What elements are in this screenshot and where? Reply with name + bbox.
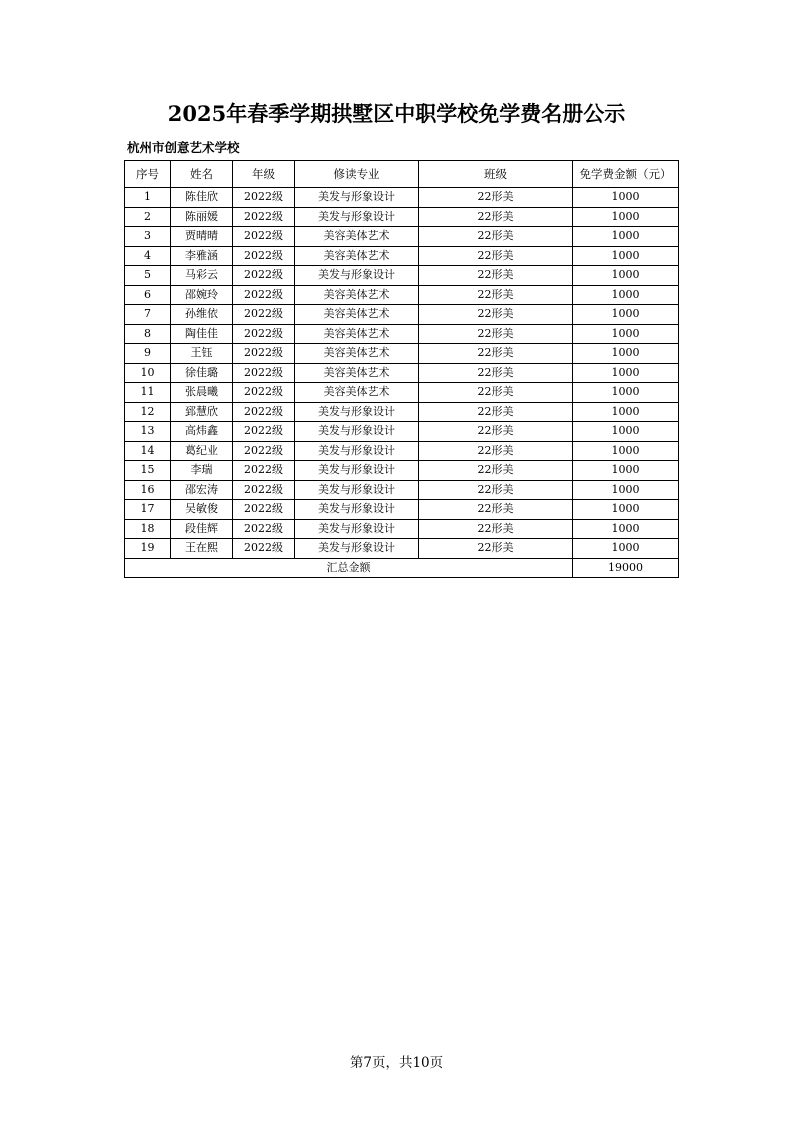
cell-grade: 2022级	[233, 441, 295, 461]
cell-name: 邵婉玲	[171, 285, 233, 305]
cell-name: 徐佳璐	[171, 363, 233, 383]
cell-class: 22形美	[419, 207, 573, 227]
cell-index: 8	[125, 324, 171, 344]
cell-index: 2	[125, 207, 171, 227]
cell-index: 13	[125, 422, 171, 442]
cell-grade: 2022级	[233, 188, 295, 208]
cell-name: 王在熙	[171, 539, 233, 559]
cell-name: 陈丽媛	[171, 207, 233, 227]
table-row	[125, 383, 679, 403]
cell-amount: 1000	[573, 539, 679, 559]
cell-grade: 2022级	[233, 344, 295, 364]
cell-class: 22形美	[419, 246, 573, 266]
cell-class: 22形美	[419, 227, 573, 247]
table-row	[125, 285, 679, 305]
total-label: 汇总金额	[125, 558, 573, 578]
cell-major: 美容美体艺术	[295, 285, 419, 305]
cell-grade: 2022级	[233, 500, 295, 520]
cell-major: 美容美体艺术	[295, 305, 419, 325]
cell-name: 贾晴晴	[171, 227, 233, 247]
school-name: 杭州市创意艺术学校	[127, 140, 240, 155]
cell-major: 美发与形象设计	[295, 480, 419, 500]
cell-class: 22形美	[419, 519, 573, 539]
table-row	[125, 363, 679, 383]
cell-amount: 1000	[573, 500, 679, 520]
cell-name: 陶佳佳	[171, 324, 233, 344]
table-row	[125, 441, 679, 461]
cell-grade: 2022级	[233, 422, 295, 442]
cell-index: 9	[125, 344, 171, 364]
cell-index: 7	[125, 305, 171, 325]
cell-class: 22形美	[419, 266, 573, 286]
table-row	[125, 207, 679, 227]
cell-grade: 2022级	[233, 246, 295, 266]
cell-amount: 1000	[573, 461, 679, 481]
cell-major: 美容美体艺术	[295, 227, 419, 247]
table-row	[125, 422, 679, 442]
cell-grade: 2022级	[233, 324, 295, 344]
table-row	[125, 305, 679, 325]
cell-major: 美容美体艺术	[295, 363, 419, 383]
cell-class: 22形美	[419, 441, 573, 461]
cell-major: 美发与形象设计	[295, 188, 419, 208]
cell-class: 22形美	[419, 461, 573, 481]
table-row	[125, 344, 679, 364]
cell-amount: 1000	[573, 207, 679, 227]
cell-grade: 2022级	[233, 285, 295, 305]
cell-name: 吴敏俊	[171, 500, 233, 520]
table-row	[125, 324, 679, 344]
header-major: 修读专业	[295, 161, 419, 188]
cell-index: 4	[125, 246, 171, 266]
cell-name: 邵宏涛	[171, 480, 233, 500]
cell-major: 美发与形象设计	[295, 519, 419, 539]
cell-grade: 2022级	[233, 461, 295, 481]
cell-amount: 1000	[573, 383, 679, 403]
cell-grade: 2022级	[233, 363, 295, 383]
table-row	[125, 500, 679, 520]
page-number: 第7页，共10页	[349, 1055, 444, 1071]
cell-grade: 2022级	[233, 266, 295, 286]
cell-index: 14	[125, 441, 171, 461]
table-row	[125, 266, 679, 286]
cell-grade: 2022级	[233, 402, 295, 422]
cell-amount: 1000	[573, 363, 679, 383]
cell-class: 22形美	[419, 285, 573, 305]
total-value: 19000	[573, 558, 679, 578]
cell-amount: 1000	[573, 285, 679, 305]
total-row	[125, 558, 679, 578]
cell-amount: 1000	[573, 344, 679, 364]
cell-class: 22形美	[419, 344, 573, 364]
cell-amount: 1000	[573, 305, 679, 325]
cell-major: 美发与形象设计	[295, 422, 419, 442]
cell-amount: 1000	[573, 324, 679, 344]
cell-class: 22形美	[419, 383, 573, 403]
table-row	[125, 246, 679, 266]
table-header-row	[125, 161, 679, 188]
cell-index: 1	[125, 188, 171, 208]
cell-grade: 2022级	[233, 480, 295, 500]
header-amount: 免学费金额（元）	[573, 161, 679, 188]
table-row	[125, 519, 679, 539]
cell-amount: 1000	[573, 519, 679, 539]
table-row	[125, 227, 679, 247]
cell-major: 美发与形象设计	[295, 500, 419, 520]
document-title: 2025年春季学期拱墅区中职学校免学费名册公示	[167, 101, 626, 126]
cell-class: 22形美	[419, 480, 573, 500]
cell-amount: 1000	[573, 266, 679, 286]
cell-class: 22形美	[419, 324, 573, 344]
cell-name: 王钰	[171, 344, 233, 364]
cell-amount: 1000	[573, 441, 679, 461]
cell-major: 美发与形象设计	[295, 207, 419, 227]
cell-amount: 1000	[573, 246, 679, 266]
cell-name: 葛纪业	[171, 441, 233, 461]
cell-amount: 1000	[573, 480, 679, 500]
header-index: 序号	[125, 161, 171, 188]
cell-grade: 2022级	[233, 383, 295, 403]
cell-name: 陈佳欣	[171, 188, 233, 208]
cell-grade: 2022级	[233, 207, 295, 227]
cell-major: 美容美体艺术	[295, 344, 419, 364]
cell-name: 段佳辉	[171, 519, 233, 539]
cell-major: 美发与形象设计	[295, 266, 419, 286]
cell-index: 5	[125, 266, 171, 286]
fee-exemption-table	[124, 160, 679, 578]
cell-class: 22形美	[419, 363, 573, 383]
table-row	[125, 402, 679, 422]
header-name: 姓名	[171, 161, 233, 188]
cell-index: 17	[125, 500, 171, 520]
cell-index: 16	[125, 480, 171, 500]
cell-major: 美容美体艺术	[295, 383, 419, 403]
cell-major: 美发与形象设计	[295, 402, 419, 422]
cell-index: 19	[125, 539, 171, 559]
cell-index: 6	[125, 285, 171, 305]
cell-amount: 1000	[573, 227, 679, 247]
cell-amount: 1000	[573, 422, 679, 442]
cell-name: 孙维依	[171, 305, 233, 325]
cell-index: 18	[125, 519, 171, 539]
cell-grade: 2022级	[233, 227, 295, 247]
cell-amount: 1000	[573, 402, 679, 422]
cell-grade: 2022级	[233, 305, 295, 325]
table-row	[125, 480, 679, 500]
cell-index: 12	[125, 402, 171, 422]
cell-major: 美容美体艺术	[295, 324, 419, 344]
cell-class: 22形美	[419, 402, 573, 422]
cell-index: 10	[125, 363, 171, 383]
cell-name: 张晨曦	[171, 383, 233, 403]
cell-index: 3	[125, 227, 171, 247]
header-grade: 年级	[233, 161, 295, 188]
cell-major: 美容美体艺术	[295, 246, 419, 266]
cell-class: 22形美	[419, 422, 573, 442]
cell-grade: 2022级	[233, 539, 295, 559]
cell-amount: 1000	[573, 188, 679, 208]
cell-major: 美发与形象设计	[295, 539, 419, 559]
cell-class: 22形美	[419, 188, 573, 208]
table-row	[125, 188, 679, 208]
header-class: 班级	[419, 161, 573, 188]
cell-name: 李雅涵	[171, 246, 233, 266]
cell-name: 马彩云	[171, 266, 233, 286]
cell-major: 美发与形象设计	[295, 441, 419, 461]
cell-grade: 2022级	[233, 519, 295, 539]
cell-index: 11	[125, 383, 171, 403]
cell-class: 22形美	[419, 305, 573, 325]
cell-major: 美发与形象设计	[295, 461, 419, 481]
cell-name: 李瑞	[171, 461, 233, 481]
table-row	[125, 539, 679, 559]
table-row	[125, 461, 679, 481]
cell-class: 22形美	[419, 539, 573, 559]
cell-index: 15	[125, 461, 171, 481]
cell-class: 22形美	[419, 500, 573, 520]
cell-name: 郅慧欣	[171, 402, 233, 422]
cell-name: 高炜鑫	[171, 422, 233, 442]
